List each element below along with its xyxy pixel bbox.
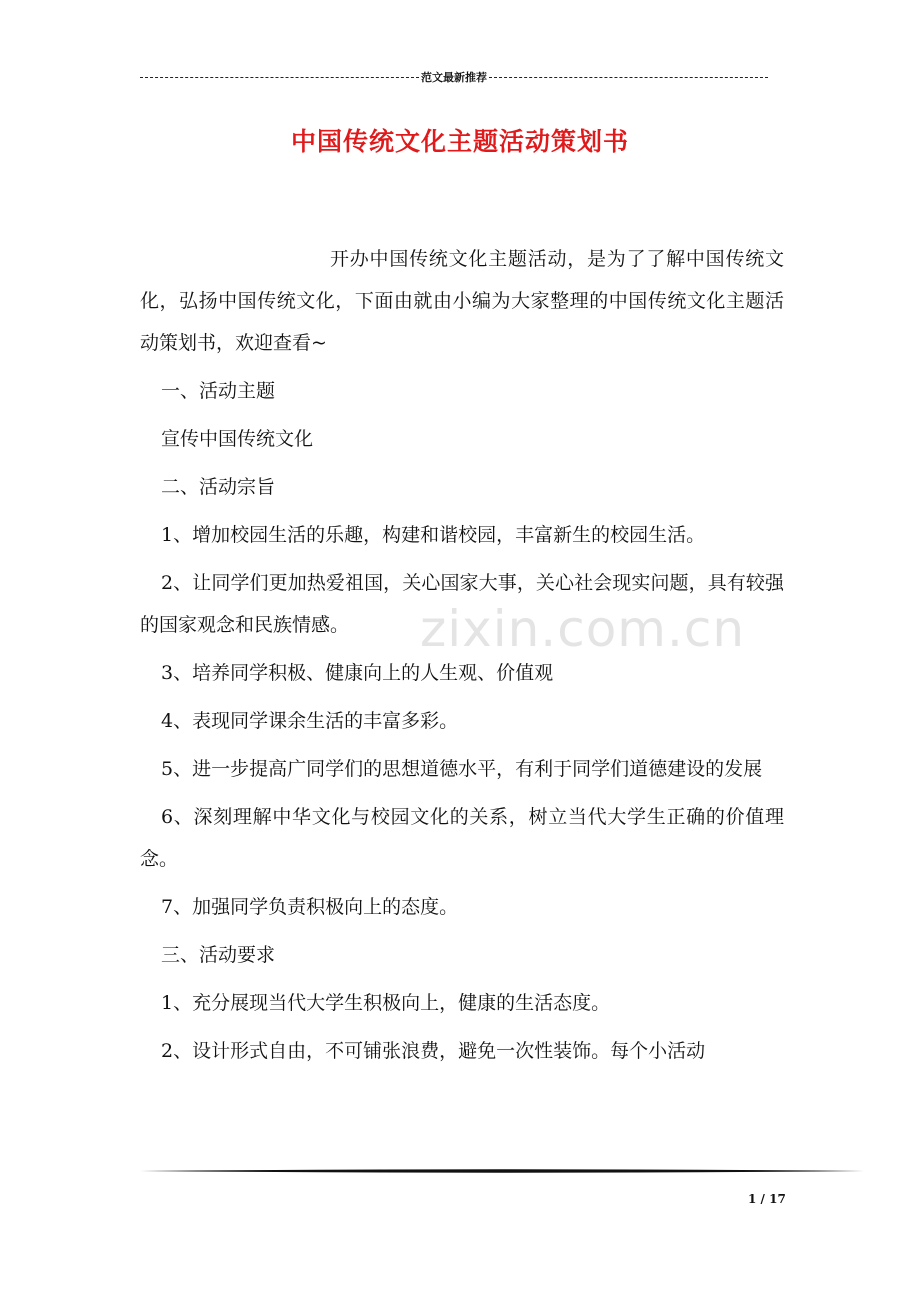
header-dash-right — [489, 77, 768, 78]
paragraph: 5、进一步提高广同学们的思想道德水平，有利于同学们道德建设的发展 — [161, 758, 763, 780]
paragraph: 一、活动主题 — [161, 380, 276, 402]
footer-rule — [140, 1166, 864, 1176]
paragraph: 4、表现同学课余生活的丰富多彩。 — [161, 710, 459, 732]
page-number: 1 / 17 — [748, 1192, 786, 1206]
paragraph: 1、增加校园生活的乐趣，构建和谐校园，丰富新生的校园生活。 — [161, 524, 706, 546]
paragraph: 2、设计形式自由，不可铺张浪费，避免一次性装饰。每个小活动 — [161, 1040, 706, 1062]
paragraph: 1、充分展现当代大学生积极向上，健康的生活态度。 — [161, 992, 611, 1014]
page-header — [140, 70, 768, 84]
paragraph: 三、活动要求 — [161, 944, 276, 966]
paragraph: 宣传中国传统文化 — [161, 428, 314, 450]
header-label: 范文最新推荐 — [421, 71, 487, 84]
paragraph: 3、培养同学积极、健康向上的人生观、价值观 — [161, 662, 554, 684]
document-title: 中国传统文化主题活动策划书 — [290, 127, 629, 156]
header-dash-left — [140, 77, 419, 78]
paragraph: 7、加强同学负责积极向上的态度。 — [161, 896, 459, 918]
watermark: zixin.com.cn — [420, 600, 746, 658]
paragraph: 二、活动宗旨 — [161, 476, 276, 498]
document-body — [140, 238, 784, 1078]
paragraph: 2、让同学们更加热爱祖国，关心国家大事，关心社会现实问题，具有较强的国家观念和民族情感。 — [140, 572, 784, 636]
paragraph: 6、深刻理解中华文化与校园文化的关系，树立当代大学生正确的价值理念。 — [140, 806, 784, 870]
intro-paragraph: 开办中国传统文化主题活动，是为了了解中国传统文化，弘扬中国传统文化，下面由就由小编为大家整理的中国传统文化主题活动策划书，欢迎查看~ — [140, 248, 784, 354]
